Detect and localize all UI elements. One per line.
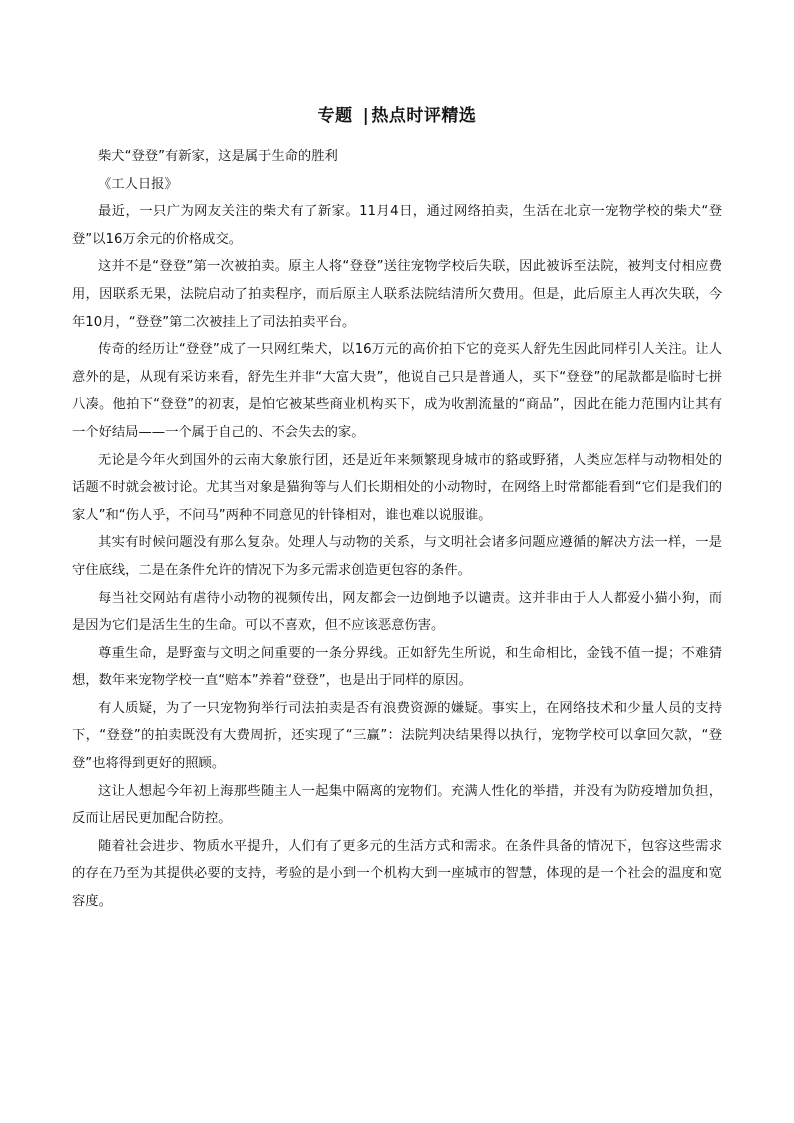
page-title <box>0 104 794 128</box>
title-separator: | <box>362 106 370 126</box>
paragraph: 有人质疑，为了一只宠物狗举行司法拍卖是否有浪费资源的嫌疑。事实上，在网络技术和少量人员的支持下，“登登”的拍卖既没有大费周折，还实现了“三赢”：法院判决结果得以执行，宠物学校可以拿回欠款，“登登”也将得到更好的照顾。 <box>72 700 722 772</box>
paragraph: 尊重生命，是野蛮与文明之间重要的一条分界线。正如舒先生所说，和生命相比，金钱不值一提；不难猜想，数年来宠物学校一直“赔本”养着“登登”，也是出于同样的原因。 <box>72 645 722 689</box>
paragraph: 传奇的经历让“登登”成了一只网红柴犬，以16万元的高价拍下它的竞买人舒先生因此同样引人关注。让人意外的是，从现有采访来看，舒先生并非“大富大贵”，他说自己只是普通人，买下“登登”的尾款都是临时七拼八凑。他拍下“登登”的初衷，是怕它被某些商业机构买下，成为收割流量的“商品”，因此在能力范围内让其有一个好结局——一个属于自己的、不会失去的家。 <box>72 342 722 440</box>
article-headline: 柴犬“登登”有新家，这是属于生命的胜利 <box>98 149 338 164</box>
paragraph: 无论是今年火到国外的云南大象旅行团，还是近年来频繁现身城市的貉或野猪，人类应怎样与动物相处的话题不时就会被讨论。尤其当对象是猫狗等与人们长期相处的小动物时，在网络上时常都能看到“它们是我们的家人”和“伤人乎，不问马”两种不同意见的针锋相对，谁也难以说服谁。 <box>72 452 722 523</box>
title-main: 热点时评精选 <box>371 106 477 126</box>
paragraph: 随着社会进步、物质水平提升，人们有了更多元的生活方式和需求。在条件具备的情况下，包容这些需求的存在乃至为其提供必要的支持，考验的是小到一个机构大到一座城市的智慧，体现的是一个社会的温度和宽容度。 <box>72 838 722 910</box>
paragraph: 这并不是“登登”第一次被拍卖。原主人将“登登”送往宠物学校后失联，因此被诉至法院，被判支付相应费用，因联系无果，法院启动了拍卖程序，而后原主人联系法院结清所欠费用。但是，此后原主人再次失联，今年10月，“登登”第二次被挂上了司法拍卖平台。 <box>72 259 722 330</box>
paragraph: 这让人想起今年初上海那些随主人一起集中隔离的宠物们。充满人性化的举措，并没有为防疫增加负担，反而让居民更加配合防控。 <box>72 783 722 827</box>
paragraph: 其实有时候问题没有那么复杂。处理人与动物的关系，与文明社会诸多问题应遵循的解决方法一样，一是守住底线，二是在条件允许的情况下为多元需求创造更包容的条件。 <box>72 535 722 578</box>
paragraph: 每当社交网站有虐待小动物的视频传出，网友都会一边倒地予以谴责。这并非由于人人都爱小猫小狗，而是因为它们是活生生的生命。可以不喜欢，但不应该恶意伤害。 <box>72 590 722 634</box>
article-source: 《工人日报》 <box>98 176 178 192</box>
title-prefix: 专题 <box>317 106 353 126</box>
article-body <box>72 143 722 916</box>
paragraph: 最近，一只广为网友关注的柴犬有了新家。11月4日，通过网络拍卖，生活在北京一宠物学校的柴犬“登登”以16万余元的价格成交。 <box>72 204 722 247</box>
